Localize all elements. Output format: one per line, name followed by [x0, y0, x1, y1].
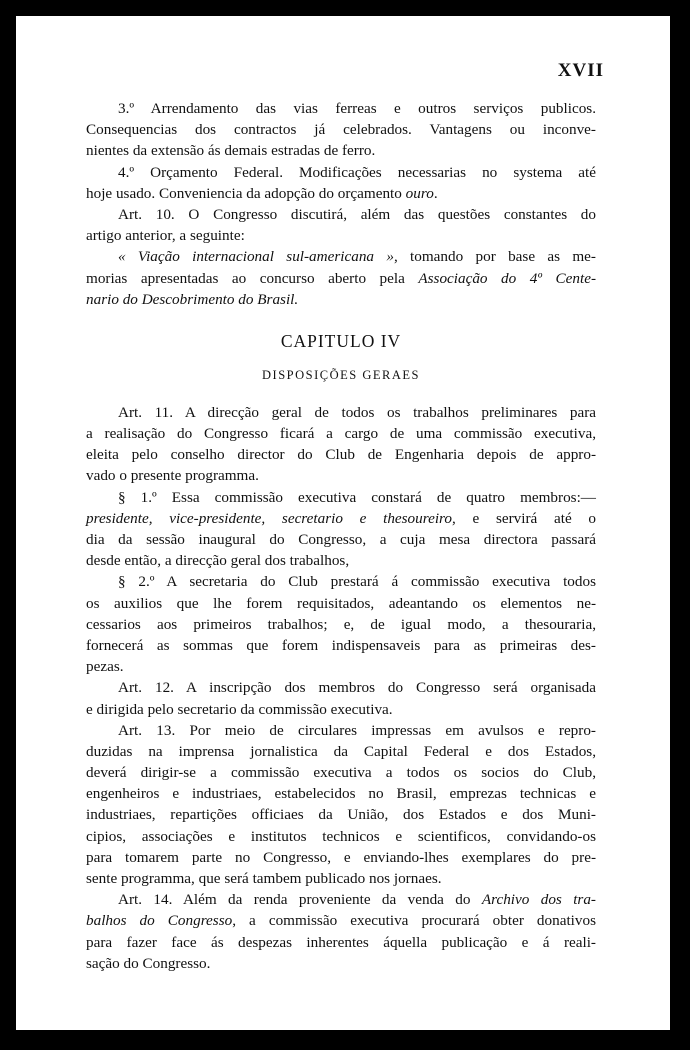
text-line: § 1.º Essa commissão executiva constará de quatro membros:—	[118, 488, 596, 506]
text-line: os auxilios que lhe forem requisitados, adeantando os elementos ne-	[86, 594, 596, 612]
text-line: 4.º Orçamento Federal. Modificações necessarias no systema até	[118, 163, 596, 181]
text-line: a realisação do Congresso ficará a cargo de uma commissão executiva,	[86, 425, 596, 443]
text-run: Art. 14. Além da renda proveniente da venda do	[118, 891, 482, 909]
text-line: vado o presente programma.	[86, 467, 259, 485]
text-line: eleita pelo conselho director do Club de Engenharia depois de appro-	[86, 446, 596, 464]
text-run: hoje usado. Conveniencia da adopção do orçamento	[86, 184, 406, 202]
text-line: deverá dirigir-se a commissão executiva a todos os socios do Club,	[86, 764, 596, 782]
text-run: morias apresentadas ao concurso aberto pela	[86, 269, 419, 287]
text-run: , a commissão executiva procurará obter donativos	[232, 912, 596, 930]
text-line: dia da sessão inaugural do Congresso, a cuja mesa directora passará	[86, 531, 596, 548]
italic-run: presidente, vice-presidente, secretario e thesoureiro	[86, 509, 452, 527]
page-number: XVII	[557, 60, 604, 81]
text-run: , tomando por base as me-	[393, 248, 596, 266]
text-line	[86, 889, 596, 910]
text-line: Art. 13. Por meio de circulares impressas em avulsos e repro-	[118, 721, 596, 739]
italic-run: balhos do Congresso	[86, 912, 233, 930]
text-line: nario do Descobrimento do Brasil.	[86, 290, 299, 308]
text-line: e dirigida pelo secretario da commissão executiva.	[86, 700, 393, 718]
text-line: engenheiros e industriaes, estabelecidos no Brasil, emprezas technicas e	[86, 785, 596, 803]
text-line: 3.º Arrendamento das vias ferreas e outros serviços publicos.	[118, 100, 596, 117]
text-line: pezas.	[86, 658, 124, 676]
body-text	[86, 98, 596, 974]
text-line	[86, 183, 596, 204]
text-run: , e servirá até o	[452, 509, 596, 527]
text-line	[86, 268, 596, 289]
text-line: artigo anterior, a seguinte:	[86, 227, 245, 245]
text-line: para tomarem parte no Congresso, e enviando-lhes exemplares do pre-	[86, 848, 596, 866]
text-line: duzidas na imprensa jornalistica da Capital Federal e dos Estados,	[86, 742, 596, 760]
text-run: .	[433, 184, 438, 202]
text-line: Art. 12. A inscripção dos membros do Congresso será organisada	[118, 679, 596, 697]
text-line: desde então, a direcção geral dos trabalhos,	[86, 552, 350, 570]
text-line: cessarios aos primeiros trabalhos; e, de igual modo, a thesouraria,	[86, 615, 596, 633]
chapter-title: CAPITULO IV	[280, 330, 402, 351]
text-line: Consequencias dos contractos já celebrados. Vantagens ou inconve-	[86, 121, 596, 139]
italic-run: « Viação internacional sul-americana »	[118, 248, 394, 266]
text-line: nientes da extensão ás demais estradas de ferro.	[86, 142, 376, 160]
text-line: industriaes, repartições officiaes da União, dos Estados e dos Muni-	[86, 806, 596, 824]
section-title: DISPOSIÇÕES GERAES	[262, 367, 420, 382]
text-line: sente programma, que será tambem publicado nos jornaes.	[86, 870, 442, 887]
text-line: para fazer face ás despezas inherentes áquella publicação e á reali-	[86, 933, 596, 951]
text-line	[86, 246, 596, 267]
text-line: Art. 10. O Congresso discutirá, além das questões constantes do	[118, 205, 596, 223]
text-line: Art. 11. A direcção geral de todos os trabalhos preliminares para	[118, 403, 596, 421]
text-line	[86, 508, 596, 529]
text-line: cipios, associações e institutos technicos e scientificos, convidando-os	[86, 827, 596, 845]
italic-run: Archivo dos tra-	[481, 891, 596, 909]
italic-run: ouro	[405, 184, 434, 202]
document-page	[16, 16, 670, 1030]
italic-run: Associação do 4º Cente-	[418, 269, 596, 287]
text-line: sação do Congresso.	[86, 954, 211, 972]
text-line: § 2.º A secretaria do Club prestará á commissão executiva todos	[118, 573, 596, 591]
text-line	[86, 910, 596, 931]
text-line: fornecerá as sommas que forem indispensaveis para as primeiras des-	[86, 636, 596, 654]
